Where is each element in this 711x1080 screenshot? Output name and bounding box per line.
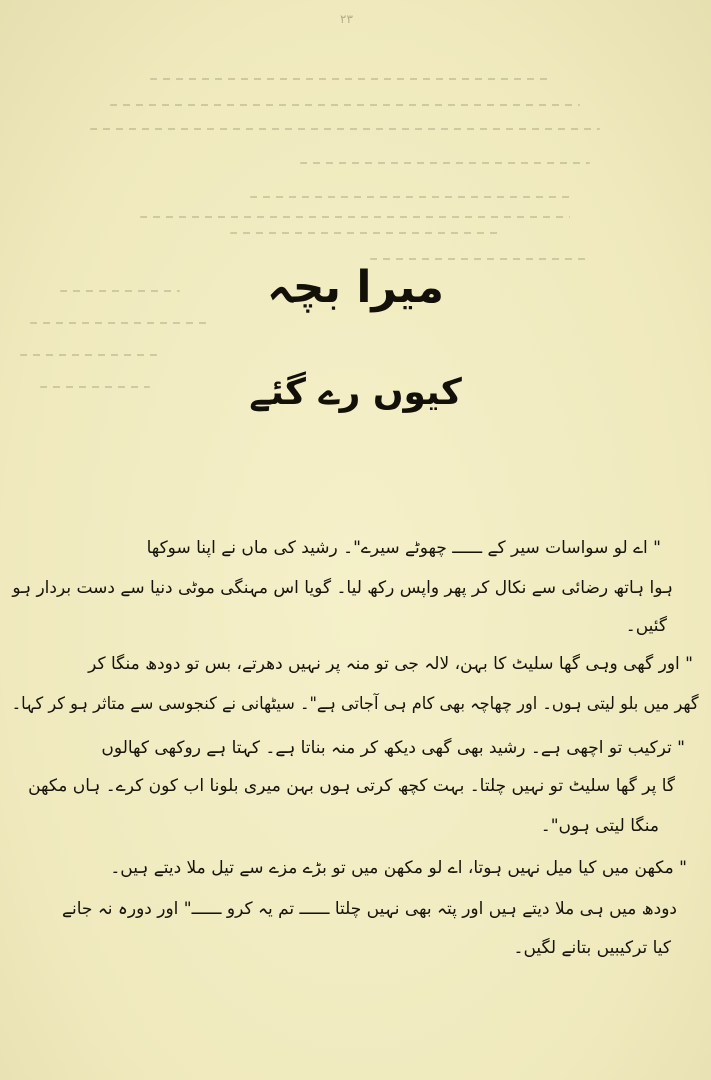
text-line: " ترکیب تو اچھی ہے۔ رشید بھی گھی دیکھ کر منہ بناتا ہے۔ کہتا ہے روکھی کھالوں bbox=[101, 738, 685, 758]
text-line: گھر میں بلو لیتی ہوں۔ اور چھاچہ بھی کام ہی آجاتی ہے"۔ سیٹھانی نے کنجوسی سے متاثر ہو کر کہا۔ bbox=[12, 694, 699, 714]
text-line: کیا ترکیبیں بتانے لگیں۔ bbox=[513, 938, 671, 958]
text-line: دودھ میں ہی ملا دیتے ہیں اور پتہ بھی نہیں چلتا ــــــ تم یہ کرو ــــــ" اور دورہ نہ جانے bbox=[62, 899, 677, 919]
chapter-subtitle: کیوں رے گئے bbox=[249, 372, 462, 413]
text-line: ہوا ہاتھ رضائی سے نکال کر پھر واپس رکھ لیا۔ گویا اس مہنگی موٹی دنیا سے دست بردار ہو bbox=[12, 578, 673, 598]
text-line: منگا لیتی ہوں"۔ bbox=[540, 816, 659, 836]
text-line: " اے لو سواسات سیر کے ــــــ چھوٹے سیرے"۔ رشید کی ماں نے اپنا سوکھا bbox=[146, 538, 661, 558]
chapter-title: میرا بچہ bbox=[267, 262, 444, 313]
text-line: " اور گھی وہی گھا سلیٹ کا بہن، لالہ جی تو منہ پر نہیں دھرتے، بس تو دودھ منگا کر bbox=[88, 654, 693, 674]
page-number: ۲۳ bbox=[340, 12, 353, 26]
text-line: گا پر گھا سلیٹ تو نہیں چلتا۔ بہت کچھ کرتی ہوں بہن میری بلونا اب کون کرے۔ ہاں مکھن bbox=[28, 776, 675, 796]
text-line: گئیں۔ bbox=[625, 616, 667, 636]
text-line: " مکھن میں کیا میل نہیں ہوتا، اے لو مکھن میں تو بڑے مزے سے تیل ملا دیتے ہیں۔ bbox=[110, 858, 687, 878]
